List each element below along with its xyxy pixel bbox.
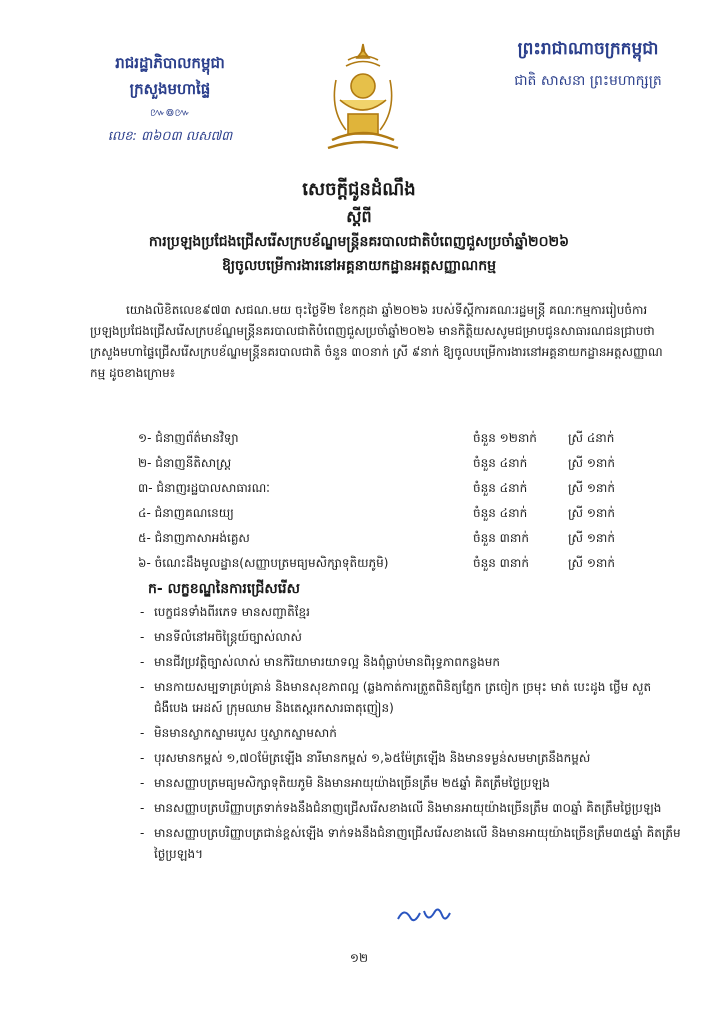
list-item: - មានសញ្ញាបត្រមធ្យមសិក្សាទុតិយភូមិ និងមានអាយុយ៉ាងច្រើនត្រឹម ២៥ឆ្នាំ គិតត្រឹមថ្ងៃប្រឡង: [140, 776, 550, 790]
quota-women: ស្រី ១នាក់: [568, 531, 615, 545]
quota-skill: ៥- ជំនាញភាសាអង់គ្លេស: [138, 531, 250, 545]
quota-count: ចំនួន ៤នាក់: [473, 481, 528, 495]
quota-skill: ៦- ចំណេះដឹងមូលដ្ឋាន(សញ្ញាបត្រមធ្យមសិក្សាទុតិយភូមិ): [138, 556, 389, 570]
ministry-header: [95, 54, 245, 147]
page-number: ១២: [349, 951, 369, 965]
quota-row: [138, 455, 678, 480]
kingdom-name: ព្រះរាជាណាចក្រកម្ពុជា: [517, 39, 659, 59]
quota-count: ចំនួន ៤នាក់: [473, 506, 528, 520]
condition-text: មានសញ្ញាបត្របរិញ្ញាបត្រទាក់ទងនឹងជំនាញជ្រើសរើសខាងលើ និងមានអាយុយ៉ាងច្រើនត្រឹម ៣០ឆ្នាំ គិតត្រឹមថ្ងៃប្រឡង: [154, 801, 662, 815]
quota-row: [138, 530, 678, 555]
list-item: - មានទីលំនៅអចិន្ត្រៃយ៍ច្បាស់លាស់: [140, 630, 302, 644]
subject-line-2: ឱ្យចូលបម្រើការងារនៅអគ្គនាយកដ្ឋានអត្តសញ្ញាណកម្ម: [222, 258, 496, 274]
quota-row: [138, 555, 678, 580]
ministry-name: ក្រសួងមហាផ្ទៃ: [129, 80, 211, 98]
emblem-seal-icon: [318, 40, 408, 164]
condition-text: មានទីលំនៅអចិន្ត្រៃយ៍ច្បាស់លាស់: [154, 630, 302, 644]
quota-skill: ១- ជំនាញព័ត៌មានវិទ្យា: [138, 431, 239, 445]
kingdom-header: [478, 38, 698, 92]
reference-number: លេខ: ៣៦០៣ លស៧៣: [107, 129, 233, 144]
condition-text: មានជីវប្រវត្តិច្បាស់លាស់ មានកិរិយាមារយាទល្អ និងពុំធ្លាប់មានពិរុទ្ធភាពកន្លងមក: [154, 655, 500, 669]
quota-women: ស្រី ៤នាក់: [568, 431, 615, 445]
quota-women: ស្រី ១នាក់: [568, 481, 615, 495]
subject-line-1: ការប្រឡងប្រជែងជ្រើសរើសក្របខ័ណ្ឌមន្ត្រីនគរបាលជាតិបំពេញជួសប្រចាំឆ្នាំ២០២៦: [148, 234, 570, 250]
document-subtitle: ស្តីពី: [346, 207, 372, 226]
quota-women: ស្រី ១នាក់: [568, 506, 615, 520]
quota-count: ចំនួន ៣នាក់: [473, 556, 529, 570]
quota-count: ចំនួន ៤នាក់: [473, 456, 528, 470]
list-item: - មានសញ្ញាបត្របរិញ្ញាបត្រទាក់ទងនឹងជំនាញជ្រើសរើសខាងលើ និងមានអាយុយ៉ាងច្រើនត្រឹម ៣០ឆ្នាំ គិតត្រឹមថ្ងៃប្រឡង: [140, 801, 662, 815]
conditions-list: [140, 602, 685, 869]
government-name: រាជរដ្ឋាភិបាលកម្ពុជា: [115, 54, 225, 72]
quota-women: ស្រី ១នាក់: [568, 556, 615, 570]
condition-text: មានសញ្ញាបត្របរិញ្ញាបត្រជាន់ខ្ពស់ឡើង ទាក់ទងនឹងជំនាញជ្រើសរើសខាងលើ និងមានអាយុយ៉ាងច្រើនត្រឹម៣៥ឆ្នាំ គិតត្រឹមថ្ងៃប្រឡង។: [154, 826, 681, 861]
national-motto: ជាតិ សាសនា ព្រះមហាក្សត្រ: [514, 73, 662, 89]
list-item: - បុរសមានកម្ពស់ ១,៧០ម៉ែត្រឡើង នារីមានកម្ពស់ ១,៦៥ម៉ែត្រឡើង និងមានទម្ងន់សមមាត្រនឹងកម្ពស់: [140, 751, 591, 765]
condition-text: បុរសមានកម្ពស់ ១,៧០ម៉ែត្រឡើង នារីមានកម្ពស់ ១,៦៥ម៉ែត្រឡើង និងមានទម្ងន់សមមាត្រនឹងកម្ពស់: [154, 751, 591, 765]
section-heading: ក- លក្ខខណ្ឌនៃការជ្រើសរើស: [148, 581, 300, 597]
list-item: - មានកាយសម្បទាគ្រប់គ្រាន់ និងមានសុខភាពល្អ (ឆ្លងកាត់ការត្រួតពិនិត្យភ្នែក ត្រចៀក ច្រមុះ មាត់ បេះដូង ថ្លើម សួត ជំងឺបេង អេដស៍ ក្រុមឈាម និងតេស្តរកសារធាតុញៀន): [140, 680, 652, 715]
quota-row: [138, 505, 678, 530]
quota-list: [138, 430, 678, 580]
condition-text: មានកាយសម្បទាគ្រប់គ្រាន់ និងមានសុខភាពល្អ (ឆ្លងកាត់ការត្រួតពិនិត្យភ្នែក ត្រចៀក ច្រមុះ មាត់ បេះដូង ថ្លើម សួត ជំងឺបេង អេដស៍ ក្រុមឈាម និងតេស្តរកសារធាតុញៀន): [154, 680, 652, 715]
quota-count: ចំនួន ១២នាក់: [473, 431, 537, 445]
condition-text: បេក្ខជនទាំងពីរភេទ មានសញ្ជាតិខ្មែរ: [154, 605, 310, 619]
condition-text: មានសញ្ញាបត្រមធ្យមសិក្សាទុតិយភូមិ និងមានអាយុយ៉ាងច្រើនត្រឹម ២៥ឆ្នាំ គិតត្រឹមថ្ងៃប្រឡង: [154, 776, 550, 790]
document-title: សេចក្តីជូនដំណឹង: [302, 179, 416, 200]
list-item: - បេក្ខជនទាំងពីរភេទ មានសញ្ជាតិខ្មែរ: [140, 605, 310, 619]
handwritten-signature: [396, 905, 456, 931]
quota-row: [138, 480, 678, 505]
quota-skill: ៣- ជំនាញរដ្ឋបាលសាធារណៈ: [138, 481, 270, 495]
list-item: - មានសញ្ញាបត្របរិញ្ញាបត្រជាន់ខ្ពស់ឡើង ទាក់ទងនឹងជំនាញជ្រើសរើសខាងលើ និងមានអាយុយ៉ាងច្រើនត្រឹម៣៥ឆ្នាំ គិតត្រឹមថ្ងៃប្រឡង។: [140, 826, 681, 861]
quota-skill: ៤- ជំនាញគណនេយ្យ: [138, 506, 234, 520]
header-ornament: ៚៙៚: [149, 106, 191, 119]
condition-text: មិនមានស្លាកស្នាមរបួស ឬស្លាកស្នាមសាក់: [154, 726, 337, 740]
list-item: - មានជីវប្រវត្តិច្បាស់លាស់ មានកិរិយាមារយាទល្អ និងពុំធ្លាប់មានពិរុទ្ធភាពកន្លងមក: [140, 655, 500, 669]
list-item: - មិនមានស្លាកស្នាមរបួស ឬស្លាកស្នាមសាក់: [140, 726, 337, 740]
quota-count: ចំនួន ៣នាក់: [473, 531, 529, 545]
quota-row: [138, 430, 678, 455]
quota-skill: ២- ជំនាញនីតិសាស្ត្រ: [138, 456, 232, 470]
intro-paragraph: យោងលិខិតលេខ៩៧៣ សជណ.មយ ចុះថ្ងៃទី២ ខែកក្កដា ឆ្នាំ២០២៦ របស់ទីស្តីការគណៈរដ្ឋមន្ត្រី គណៈកម្មការរៀបចំការប្រឡងប្រជែងជ្រើសរើសក្របខ័ណ្ឌមន្ត្រីនគរបាលជាតិបំពេញជួសប្រចាំឆ្នាំ២០២៦ មានកិត្តិយសសូមជម្រាបជូនសាធារណជនជ្រាបថា ក្រសួងមហាផ្ទៃជ្រើសរើសក្របខ័ណ្ឌមន្ត្រីនគរបាលជាតិ ចំនួន ៣០នាក់ ស្រី ៩នាក់ ឱ្យចូលបម្រើការងារនៅអគ្គនាយកដ្ឋានអត្តសញ្ញាណកម្ម ដូចខាងក្រោម៖: [90, 303, 663, 380]
quota-women: ស្រី ១នាក់: [568, 456, 615, 470]
